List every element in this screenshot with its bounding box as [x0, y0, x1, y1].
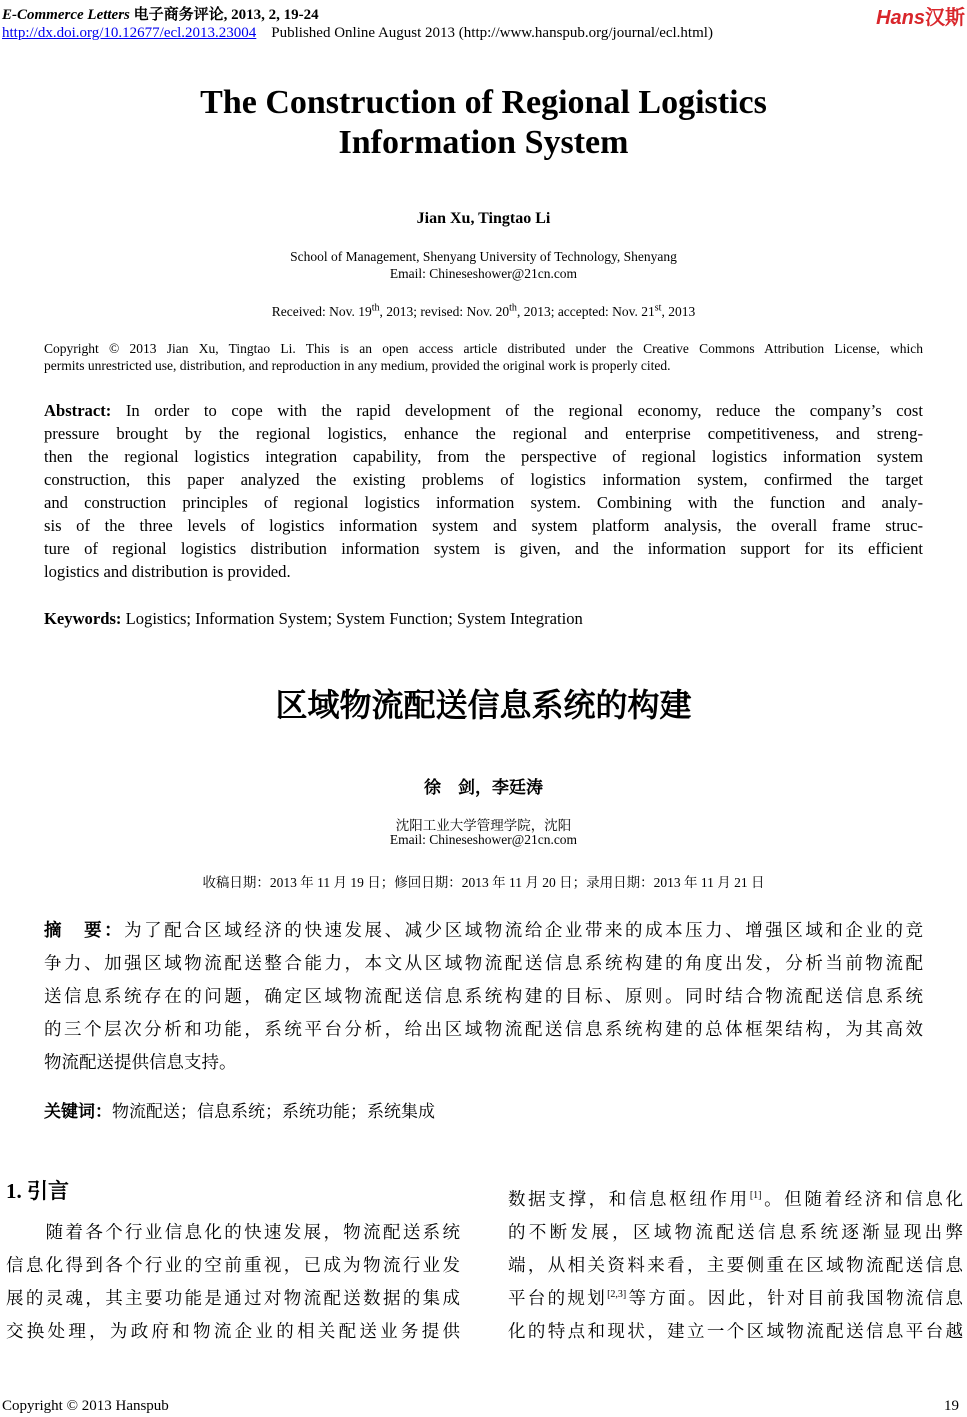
cn-authors: 徐 剑，李廷涛 — [424, 778, 543, 797]
cn-abstract-line: 争力、加强区域物流配送整合能力，本文从区域物流配送信息系统构建的角度出发，分析当前物流配 — [44, 953, 923, 973]
body-line: 化的特点和现状，建立一个区域物流配送信息平台越 — [508, 1321, 963, 1341]
cn-keywords-text: 物流配送；信息系统；系统功能；系统集成 — [112, 1102, 435, 1121]
sup: th — [509, 302, 517, 314]
abstract-line: and construction principles of regional logistics information system. Combining with the function and analy- — [44, 493, 923, 512]
logo-cn: 汉斯 — [925, 7, 965, 29]
section-heading: 1. 引言 — [6, 1179, 69, 1203]
sup: st — [654, 302, 662, 314]
doi-link[interactable]: http://dx.doi.org/10.12677/ecl.2013.23004 — [2, 25, 257, 41]
cn-keywords — [44, 1097, 435, 1122]
cn-affiliation: 沈阳工业大学管理学院，沈阳 — [395, 818, 572, 833]
abstract-line: then the regional logistics integration capability, from the perspective of regional logistics information system — [44, 447, 923, 466]
copyright-line: permits unrestricted use, distribution, and reproduction in any medium, provided the original work is properly cited. — [44, 358, 671, 373]
cn-title: 区域物流配送信息系统的构建 — [275, 686, 692, 724]
body-line: 展的灵魂，其主要功能是通过对物流配送数据的集成 — [6, 1288, 460, 1308]
paper-title-line2: Information System — [338, 124, 629, 161]
text: 平台的规划 — [508, 1288, 608, 1308]
footer-copyright: Copyright © 2013 Hanspub — [2, 1398, 169, 1414]
page-number: 19 — [944, 1398, 959, 1414]
revised: , 2013; revised: Nov. 20 — [379, 304, 510, 319]
keywords — [44, 609, 583, 629]
cn-email: Email: Chineseshower@21cn.com — [389, 832, 578, 847]
body-line: 的不断发展，区域物流配送信息系统逐渐显现出弊 — [508, 1222, 963, 1242]
keywords-text: Logistics; Information System; System Function; System Integration — [121, 609, 583, 628]
body-line: 信息化得到各个行业的空前重视，已成为物流行业发 — [6, 1255, 460, 1275]
published-online: Published Online August 2013 (http://www.hanspub.org/journal/ecl.html) — [271, 25, 713, 41]
sup: th — [371, 302, 380, 314]
logo-en: Hans — [876, 7, 925, 29]
abstract-line: logistics and distribution is provided. — [44, 562, 291, 581]
keywords-label: Keywords: — [44, 609, 122, 628]
journal-citation — [2, 3, 319, 24]
cn-dates: 收稿日期：2013 年 11 月 19 日；修回日期：2013 年 11 月 20 日；录用日期：2013 年 11 月 21 日 — [202, 875, 765, 890]
paper-title-line1: The Construction of Regional Logistics — [200, 84, 767, 121]
cn-abstract-text: 为了配合区域经济的快速发展、减少区域物流给企业带来的成本压力、增强区域和企业的竞 — [124, 920, 923, 940]
citation: [1] — [749, 1190, 762, 1202]
body-line — [508, 1186, 963, 1211]
cn-keywords-label: 关键词： — [44, 1102, 112, 1121]
copyright-line: Copyright © 2013 Jian Xu, Tingtao Li. This is an open access article distributed under the Creative Commons Attribution License, which — [44, 341, 923, 356]
abstract-line: ture of regional logistics distribution information system is given, and the information support for its efficient — [44, 539, 923, 558]
body-line: 随着各个行业信息化的快速发展，物流配送系统 — [6, 1222, 460, 1242]
text: 数据支撑，和信息枢纽作用 — [508, 1189, 750, 1209]
abstract-line — [44, 401, 923, 421]
cn-abstract-line: 的三个层次分析和功能，系统平台分析，给出区域物流配送信息系统构建的总体框架结构，为其高效 — [44, 1019, 923, 1039]
received: Received: Nov. 19 — [271, 304, 372, 319]
citation: [2,3] — [607, 1289, 627, 1301]
cn-abstract-line — [44, 917, 923, 942]
cn-abstract-line: 送信息系统存在的问题，确定区域物流配送信息系统构建的目标、原则。同时结合物流配送信息系统 — [44, 986, 923, 1006]
journal-name: E-Commerce Letters — [2, 7, 130, 23]
email: Email: Chineseshower@21cn.com — [389, 266, 578, 281]
text: 等方面。因此，针对目前我国物流信息 — [626, 1288, 964, 1308]
body-line — [508, 1285, 963, 1310]
abstract-label: Abstract: — [44, 401, 112, 420]
accepted: , 2013; accepted: Nov. 21 — [516, 304, 655, 319]
cn-abstract-line: 物流配送提供信息支持。 — [44, 1052, 237, 1072]
abstract-text: In order to cope with the rapid development of the regional economy, reduce the company’s cost — [111, 401, 923, 420]
abstract-line: pressure brought by the regional logistics, enhance the regional and enterprise competitiveness, and streng- — [44, 424, 923, 443]
journal-volume: 电子商务评论, 2013, 2, 19-24 — [129, 7, 319, 23]
hans-logo — [876, 1, 965, 30]
year: , 2013 — [661, 304, 696, 319]
body-line: 交换处理，为政府和物流企业的相关配送业务提供 — [6, 1321, 460, 1341]
text: 。但随着经济和信息化 — [761, 1189, 964, 1209]
body-line: 端，从相关资料来看，主要侧重在区域物流配送信息 — [508, 1255, 963, 1275]
cn-abstract-label: 摘 要： — [44, 920, 125, 940]
abstract-line: sis of the three levels of logistics information system and system platform analysis, the overall frame struc- — [44, 516, 923, 535]
received-dates — [0, 304, 967, 320]
affiliation: School of Management, Shenyang University of Technology, Shenyang — [290, 249, 677, 264]
authors: Jian Xu, Tingtao Li — [416, 210, 551, 227]
doi-line — [2, 25, 713, 42]
abstract-line: construction, this paper analyzed the existing problems of logistics information system, confirmed the target — [44, 470, 923, 489]
